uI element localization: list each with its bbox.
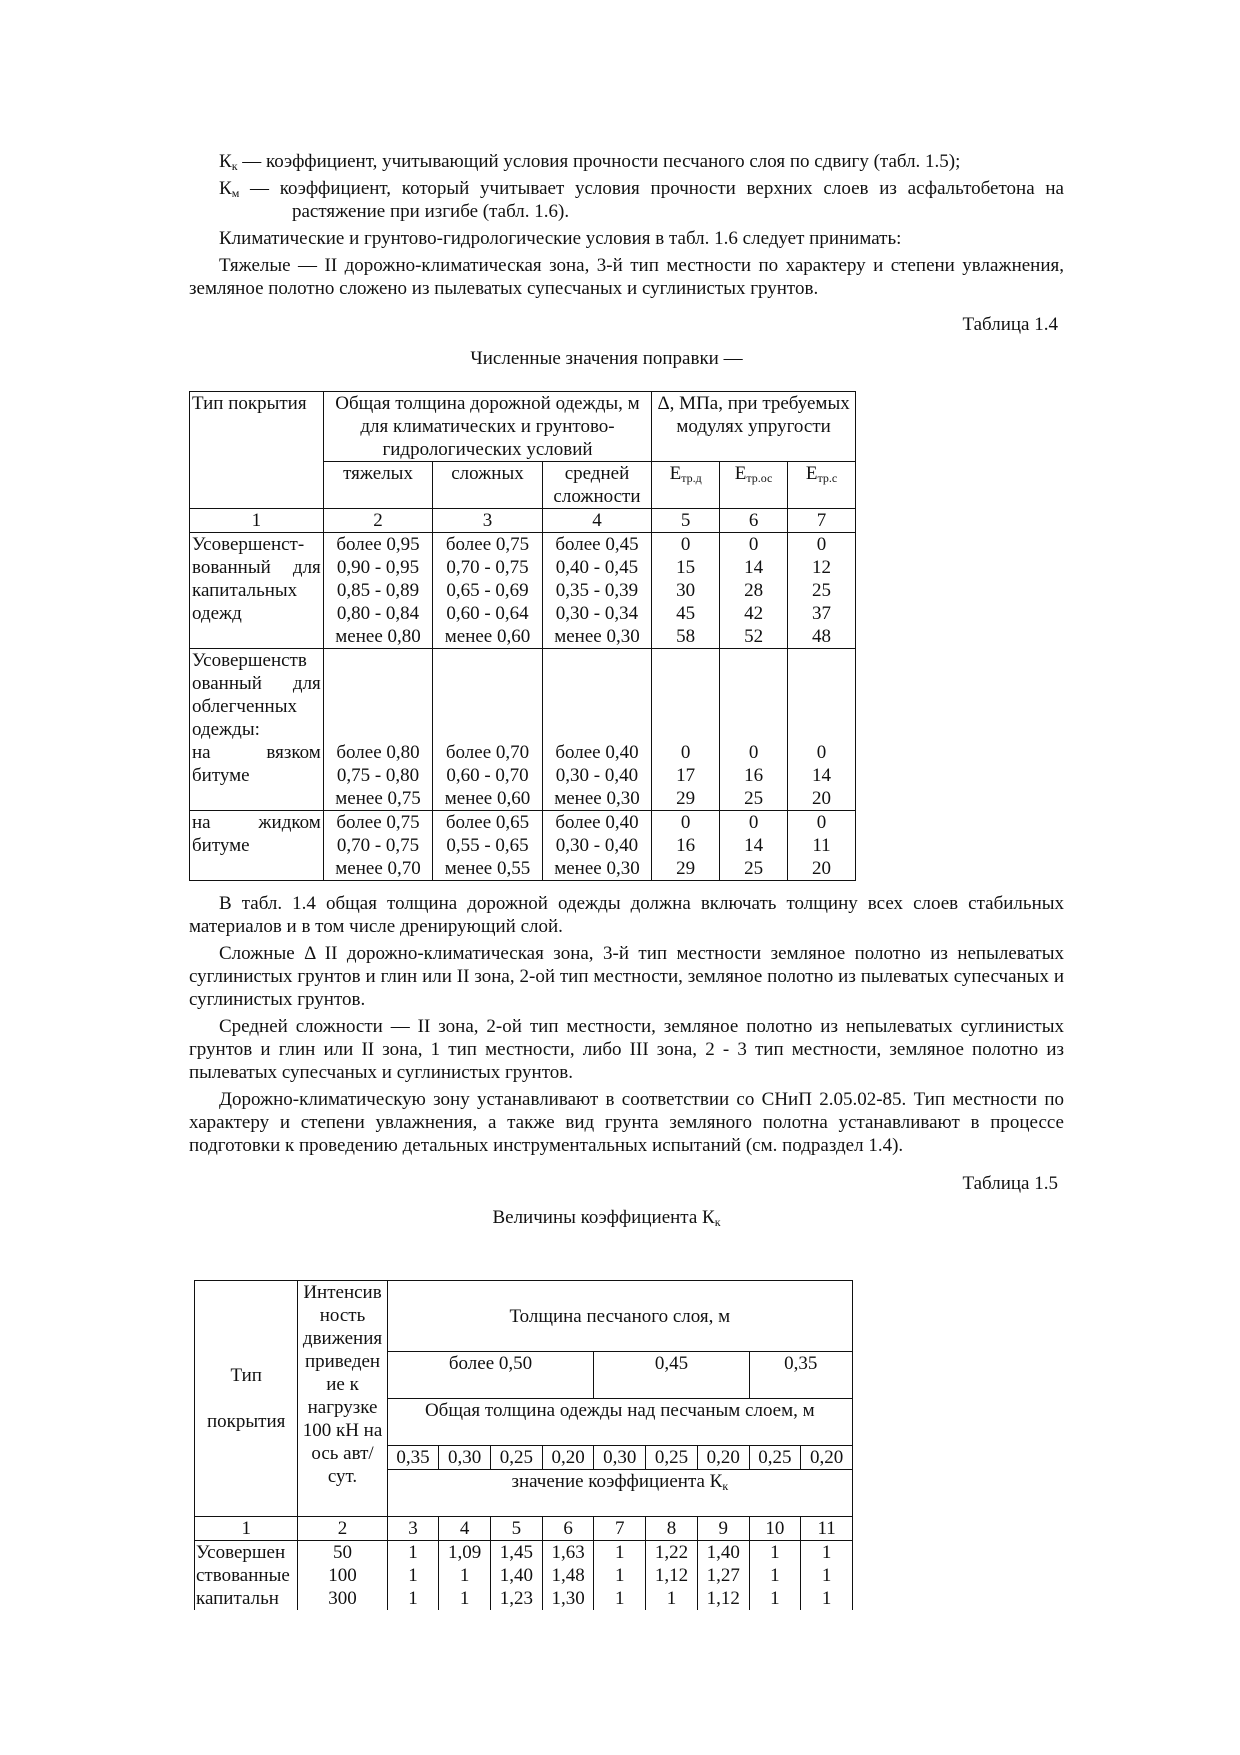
table-cell: 25 xyxy=(720,787,788,811)
table-cell: 52 xyxy=(720,625,788,649)
table-cell xyxy=(323,649,432,742)
table-cell: менее 0,55 xyxy=(433,857,542,881)
table-cell: 0 xyxy=(788,741,856,764)
table-cell: 1,45 xyxy=(491,1541,543,1565)
table-cell: 25 xyxy=(788,579,856,602)
table-cell: 0,30 - 0,34 xyxy=(542,602,651,625)
table-cell: 58 xyxy=(652,625,720,649)
thickness-cell: 0,25 xyxy=(491,1446,543,1470)
column-number: 7 xyxy=(788,509,856,533)
table-row xyxy=(190,649,856,742)
table-cell: 20 xyxy=(788,787,856,811)
table-cell: 1,23 xyxy=(491,1587,543,1610)
table-cell: 25 xyxy=(720,857,788,881)
table-cell: 0 xyxy=(720,533,788,557)
header-cell: 0,45 xyxy=(594,1352,749,1399)
table-cell: менее 0,70 xyxy=(323,857,432,881)
table-cell: 1 xyxy=(801,1541,853,1565)
table-cell: 16 xyxy=(720,764,788,787)
table-cell: 14 xyxy=(720,556,788,579)
row-label: на вязком битуме xyxy=(190,741,324,811)
symbol: К xyxy=(219,151,232,172)
table-cell: 42 xyxy=(720,602,788,625)
column-number: 2 xyxy=(298,1517,387,1541)
table-cell xyxy=(433,649,542,742)
table-cell: 1 xyxy=(646,1587,698,1610)
table-cell: 30 xyxy=(652,579,720,602)
table-cell: более 0,95 xyxy=(323,533,432,557)
header-cell: Тип покрытия xyxy=(190,392,324,509)
table-cell: менее 0,60 xyxy=(433,787,542,811)
table-cell: более 0,70 xyxy=(433,741,542,764)
header-cell: значение коэффициента $К_к$ xyxy=(387,1470,852,1517)
table-cell: 1 xyxy=(387,1541,439,1565)
header-cell: 0,35 xyxy=(749,1352,852,1399)
column-number: 4 xyxy=(542,509,651,533)
table-header-row xyxy=(195,1281,853,1352)
table-row xyxy=(190,811,856,835)
table-body xyxy=(195,1541,853,1611)
header-cell: Толщина песчаного слоя, м xyxy=(387,1281,852,1352)
table-cell: 1,27 xyxy=(697,1564,749,1587)
table-cell: 0,30 - 0,40 xyxy=(542,834,651,857)
table-cell: 1 xyxy=(801,1564,853,1587)
table-cell: 28 xyxy=(720,579,788,602)
table-cell: менее 0,60 xyxy=(433,625,542,649)
table-cell: более 0,80 xyxy=(323,741,432,764)
table-cell: 0 xyxy=(652,741,720,764)
table-cell: 0,65 - 0,69 xyxy=(433,579,542,602)
table-cell: 11 xyxy=(788,834,856,857)
table-cell: 1 xyxy=(749,1541,801,1565)
table-caption: Численные значения поправки — xyxy=(470,348,743,369)
table-cell: 1,12 xyxy=(697,1587,749,1610)
header-cell: тяжелых xyxy=(323,462,432,509)
column-number: 8 xyxy=(646,1517,698,1541)
column-number: 1 xyxy=(195,1517,298,1541)
table-cell: 1,09 xyxy=(439,1541,491,1565)
column-number: 6 xyxy=(720,509,788,533)
column-number: 11 xyxy=(801,1517,853,1541)
definition-km xyxy=(189,177,1064,223)
table-cell: 1 xyxy=(594,1587,646,1610)
table-cell: 1 xyxy=(801,1587,853,1610)
row-label: Усовершенст-вованный для капитальных одежд xyxy=(190,533,324,649)
header-cell: Δ, МПа, при требуемых модулях упругости xyxy=(652,392,856,462)
column-number: 10 xyxy=(749,1517,801,1541)
intensity-cell: 100 xyxy=(298,1564,387,1587)
intensity-cell: 50 xyxy=(298,1541,387,1565)
definition-text: — коэффициент, который учитывает условия прочности верхних слоев из асфальтобетона на растяжение при изгибе (табл. 1.6). xyxy=(239,178,1064,222)
table-cell: 0,85 - 0,89 xyxy=(323,579,432,602)
header-cell: $Е_{тр.с}$ xyxy=(788,462,856,509)
table-cell: 15 xyxy=(652,556,720,579)
table-cell: менее 0,30 xyxy=(542,857,651,881)
table-label: Таблица 1.4 xyxy=(962,314,1058,335)
table-cell: более 0,65 xyxy=(433,811,542,835)
table-cell: 1 xyxy=(439,1587,491,1610)
table-cell: менее 0,30 xyxy=(542,787,651,811)
row-label: на жидком битуме xyxy=(190,811,324,881)
table-cell: 0,55 - 0,65 xyxy=(433,834,542,857)
table-cell: 0 xyxy=(720,811,788,835)
table-cell: 0,60 - 0,64 xyxy=(433,602,542,625)
table-cell: 14 xyxy=(788,764,856,787)
table-cell: 14 xyxy=(720,834,788,857)
symbol-subscript: м xyxy=(231,186,240,200)
column-number: 5 xyxy=(491,1517,543,1541)
table-cell: 0 xyxy=(788,811,856,835)
header-cell: сложных xyxy=(433,462,542,509)
table-cell: 1 xyxy=(749,1587,801,1610)
table-cell: 1,22 xyxy=(646,1541,698,1565)
table-row xyxy=(190,533,856,557)
table-cell: менее 0,80 xyxy=(323,625,432,649)
table-cell: 1,40 xyxy=(697,1541,749,1565)
column-number: 7 xyxy=(594,1517,646,1541)
table-cell: 45 xyxy=(652,602,720,625)
table-cell: 1,30 xyxy=(542,1587,594,1610)
table-cell: 1 xyxy=(594,1564,646,1587)
column-number: 3 xyxy=(433,509,542,533)
table-cell: 1,48 xyxy=(542,1564,594,1587)
column-number: 1 xyxy=(190,509,324,533)
table-1-4 xyxy=(189,391,856,881)
definition-text: — коэффициент, учитывающий условия прочности песчаного слоя по сдвигу (табл. 1.5); xyxy=(237,151,961,172)
document-page xyxy=(189,150,1064,370)
table-cell: 16 xyxy=(652,834,720,857)
table-cell: 0,60 - 0,70 xyxy=(433,764,542,787)
table-header-row xyxy=(190,392,856,462)
paragraph: Сложные Δ II дорожно-климатическая зона, 3-й тип местности земляное полотно из непылеватых суглинистых грунтов и глин или II зона, 2-ой тип местности, земляное полотно из пылеватых супесчаных и суглинистых грунтов. xyxy=(189,943,1064,1010)
header-cell: Интенсив ность движения приведен ие к нагрузке 100 кН на ось авт/сут. xyxy=(298,1281,387,1517)
paragraph-heavy: Тяжелые — II дорожно-климатическая зона, 3-й тип местности по характеру и степени увлажнения, земляное полотно сложено из пылеватых супесчаных и суглинистых грунтов. xyxy=(189,255,1064,299)
header-cell: Тип покрытия xyxy=(195,1281,298,1517)
column-number: 2 xyxy=(323,509,432,533)
symbol-subscript: к xyxy=(231,159,238,173)
table-cell: 29 xyxy=(652,857,720,881)
table-cell: 1,12 xyxy=(646,1564,698,1587)
table-cell xyxy=(652,649,720,742)
table-cell: более 0,40 xyxy=(542,811,651,835)
thickness-cell: 0,25 xyxy=(749,1446,801,1470)
table-cell: 0,80 - 0,84 xyxy=(323,602,432,625)
column-number: 6 xyxy=(542,1517,594,1541)
table-cell: 1 xyxy=(749,1564,801,1587)
table-cell: менее 0,75 xyxy=(323,787,432,811)
paragraph: Средней сложности — II зона, 2-ой тип местности, земляное полотно из непылеватых суглинистых грунтов и глин или II зона, 1 тип местности, либо III зона, 2 - 3 тип местности, земляное полотно из пылеватых супесчаных и суглинистых грунтов. xyxy=(189,1016,1064,1083)
table-cell: 1 xyxy=(439,1564,491,1587)
table-row xyxy=(190,741,856,764)
table-cell: 0 xyxy=(720,741,788,764)
definition-kk xyxy=(189,150,1064,173)
table-body xyxy=(190,533,856,881)
symbol: К xyxy=(219,178,232,199)
table-cell: 1 xyxy=(594,1541,646,1565)
header-cell: Общая толщина одежды над песчаным слоем, м xyxy=(387,1399,852,1446)
header-cell: Общая толщина дорожной одежды, м для климатических и грунтово-гидрологических условий xyxy=(323,392,651,462)
table-cell: 12 xyxy=(788,556,856,579)
table-row xyxy=(195,1541,853,1565)
table-cell: 48 xyxy=(788,625,856,649)
table-cell: более 0,75 xyxy=(323,811,432,835)
table-cell: 0,35 - 0,39 xyxy=(542,579,651,602)
column-number: 9 xyxy=(697,1517,749,1541)
table-cell: 0,40 - 0,45 xyxy=(542,556,651,579)
table-cell: 0 xyxy=(788,533,856,557)
thickness-cell: 0,30 xyxy=(594,1446,646,1470)
table-cell: 0 xyxy=(652,811,720,835)
column-number: 3 xyxy=(387,1517,439,1541)
table-cell: 17 xyxy=(652,764,720,787)
header-cell: более 0,50 xyxy=(387,1352,594,1399)
paragraph: Дорожно-климатическую зону устанавливают в соответствии со СНиП 2.05.02-85. Тип местности по характеру и степени увлажнения, а также вид грунта земляного полотна устанавливают в процессе подготовки к проведению детальных инструментальных испытаний (см. подраздел 1.4). xyxy=(189,1089,1064,1156)
table-label: Таблица 1.5 xyxy=(962,1173,1058,1194)
table-cell: 0,70 - 0,75 xyxy=(323,834,432,857)
table-cell: 1 xyxy=(387,1587,439,1610)
row-label: Усовершенств ованный для облегченных одежды: xyxy=(190,649,324,742)
table-cell: 0,30 - 0,40 xyxy=(542,764,651,787)
table-cell xyxy=(720,649,788,742)
table-cell: 0,90 - 0,95 xyxy=(323,556,432,579)
table-cell: 0 xyxy=(652,533,720,557)
row-label: Усовершен ствованные капитальн xyxy=(195,1541,298,1611)
column-number: 4 xyxy=(439,1517,491,1541)
table-cell: 0,70 - 0,75 xyxy=(433,556,542,579)
thickness-cell: 0,20 xyxy=(542,1446,594,1470)
table-cell: 1,40 xyxy=(491,1564,543,1587)
table-1-5 xyxy=(194,1280,853,1610)
thickness-cell: 0,25 xyxy=(646,1446,698,1470)
table-cell: менее 0,30 xyxy=(542,625,651,649)
intensity-cell: 300 xyxy=(298,1587,387,1610)
thickness-cell: 0,30 xyxy=(439,1446,491,1470)
column-number: 5 xyxy=(652,509,720,533)
table-cell: 29 xyxy=(652,787,720,811)
table-cell xyxy=(788,649,856,742)
table-cell: более 0,40 xyxy=(542,741,651,764)
header-cell: $Е_{тр.ос}$ xyxy=(720,462,788,509)
thickness-cell: 0,20 xyxy=(801,1446,853,1470)
table-cell: 1 xyxy=(387,1564,439,1587)
table-cell: 1,63 xyxy=(542,1541,594,1565)
table-cell: более 0,45 xyxy=(542,533,651,557)
thickness-cell: 0,35 xyxy=(387,1446,439,1470)
document-page-middle xyxy=(189,892,1064,1229)
column-number-row xyxy=(195,1517,853,1541)
table-cell: 37 xyxy=(788,602,856,625)
paragraph-climate: Климатические и грунтово-гидрологические условия в табл. 1.6 следует принимать: xyxy=(219,228,902,249)
paragraph: В табл. 1.4 общая толщина дорожной одежды должна включать толщину всех слоев стабильных материалов и в том числе дренирующий слой. xyxy=(189,893,1064,937)
table-cell: 20 xyxy=(788,857,856,881)
thickness-cell: 0,20 xyxy=(697,1446,749,1470)
header-cell: $Е_{тр.д}$ xyxy=(652,462,720,509)
table-cell xyxy=(542,649,651,742)
column-number-row xyxy=(190,509,856,533)
table-cell: более 0,75 xyxy=(433,533,542,557)
table-caption: Величины коэффициента $К_к$ xyxy=(492,1207,721,1229)
header-cell: средней сложности xyxy=(542,462,651,509)
table-cell: 0,75 - 0,80 xyxy=(323,764,432,787)
